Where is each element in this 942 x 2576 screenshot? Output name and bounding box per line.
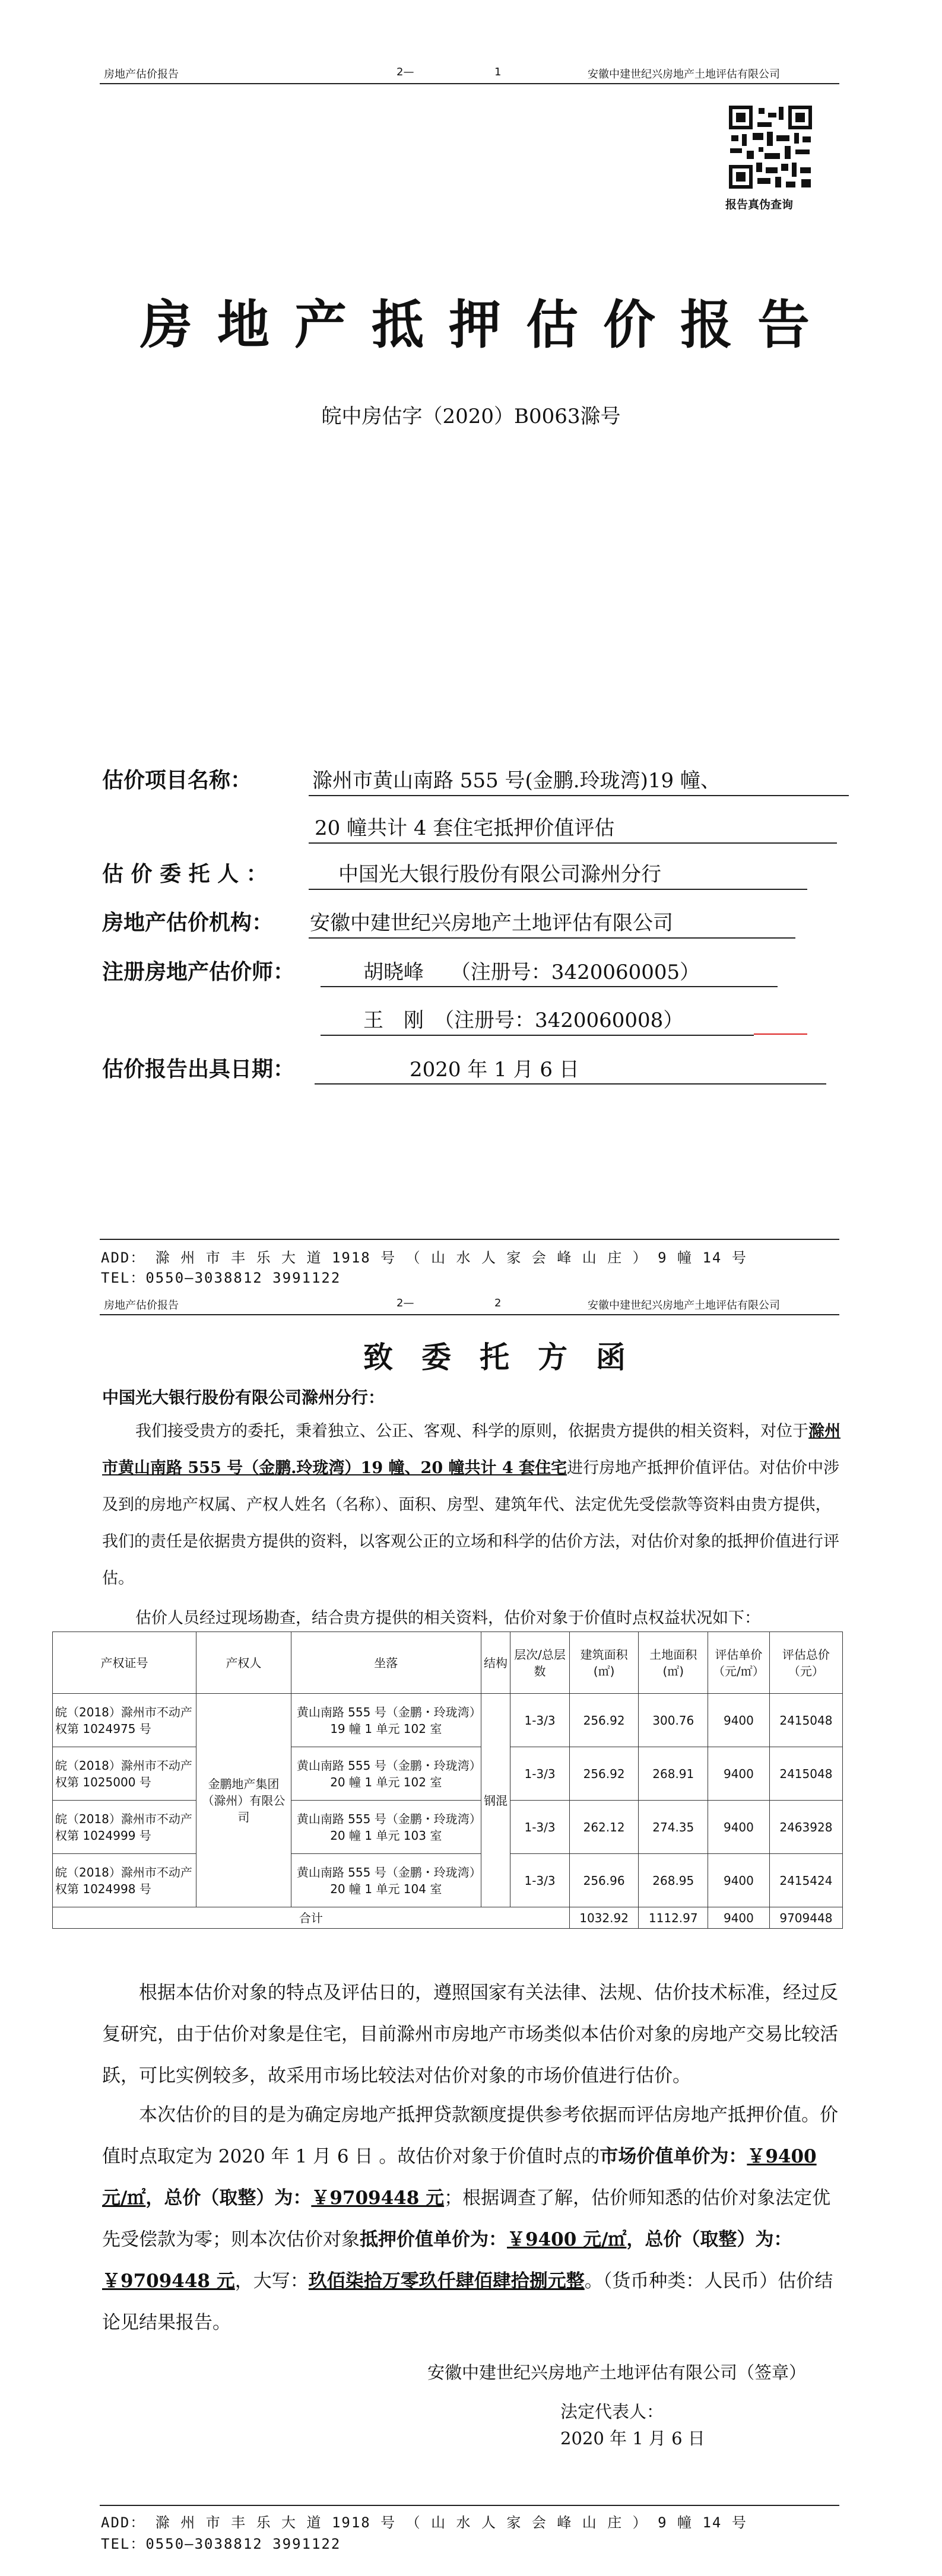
appraiser-underline-1 xyxy=(321,986,778,987)
red-underline-segment xyxy=(754,1033,807,1035)
floor-cell: 1-3/3 xyxy=(510,1694,569,1747)
footer-phone-2: TEL：0550—3038812 3991122 xyxy=(101,2536,341,2552)
header-page: 2— xyxy=(397,66,414,78)
qr-caption: 报告真伪查询 xyxy=(725,198,794,211)
agency-value: 安徽中建世纪兴房地产土地评估有限公司 xyxy=(310,911,673,935)
col-header-total-price: 评估总价（元） xyxy=(769,1632,842,1694)
header-page-number-2: 2 xyxy=(494,1297,502,1309)
floor-cell: 1-3/3 xyxy=(510,1854,569,1907)
total-unit-price-cell: 9400 xyxy=(708,1907,770,1929)
issue-date-value: 2020 年 1 月 6 日 xyxy=(410,1058,579,1082)
project-name-line2: 20 幢共计 4 套住宅抵押价值评估 xyxy=(315,816,615,840)
qr-code-icon[interactable] xyxy=(729,106,812,189)
location-cell: 黄山南路 555 号（金鹏・玲珑湾）20 幢 1 单元 102 室 xyxy=(291,1747,481,1801)
footer-address: ADD： 滁 州 市 丰 乐 大 道 1918 号 （ 山 水 人 家 会 峰 山 庄 ） 9 幢 14 号 xyxy=(101,1249,747,1266)
paragraph-4-text-g: ，大写： xyxy=(234,2270,309,2292)
paragraph-1-text-b: 进行房地产抵押价值评估。对估价中涉及到的房地产权属、产权人姓名（名称）、面积、房型、建筑年代、法定优先受偿款等资料由贵方提供，我们的责任是依据贵方提供的资料，以客观公正的立场和科学的估价方法，对估价对象的抵押价值进行评估。 xyxy=(102,1459,840,1588)
appraiser-1: 胡晓峰 （注册号：3420060005） xyxy=(363,961,700,984)
total-price-cell: 2415048 xyxy=(769,1747,842,1801)
cert-cell: 皖（2018）滁州市不动产权第 1024999 号 xyxy=(53,1801,196,1854)
table-total-row xyxy=(53,1907,843,1929)
table-row xyxy=(53,1694,843,1747)
project-name-line1: 滁州市黄山南路 555 号(金鹏.玲珑湾)19 幢、 xyxy=(312,769,721,793)
client-underline xyxy=(309,889,807,890)
building-area-cell: 256.92 xyxy=(569,1747,639,1801)
footer-phone: TEL：0550—3038812 3991122 xyxy=(101,1270,341,1286)
paragraph-1-location: 滁州市黄山南路 555 号（金鹏.玲珑湾）19 幢、20 幢共计 4 套住宅 xyxy=(102,1422,840,1477)
market-unit-price-label: 市场价值单价为： xyxy=(600,2146,747,2167)
unit-price-cell: 9400 xyxy=(708,1694,770,1747)
cert-cell: 皖（2018）滁州市不动产权第 1024975 号 xyxy=(53,1694,196,1747)
signature-company: 安徽中建世纪兴房地产土地评估有限公司（签章） xyxy=(427,2362,807,2383)
report-number: 皖中房估字（2020）B0063滁号 xyxy=(321,405,621,428)
location-cell: 黄山南路 555 号（金鹏・玲珑湾）20 幢 1 单元 104 室 xyxy=(291,1854,481,1907)
location-cell: 黄山南路 555 号（金鹏・玲珑湾）20 幢 1 单元 103 室 xyxy=(291,1801,481,1854)
agency-underline xyxy=(309,937,795,939)
mortgage-total-value: ￥9709448 元 xyxy=(102,2270,235,2292)
building-area-cell: 256.96 xyxy=(569,1854,639,1907)
header-right: 安徽中建世纪兴房地产土地评估有限公司 xyxy=(588,68,780,81)
project-underline-2 xyxy=(309,842,837,844)
floor-cell: 1-3/3 xyxy=(510,1747,569,1801)
total-building-area-cell: 1032.92 xyxy=(569,1907,639,1929)
letter-title: 致委托方函 xyxy=(363,1340,654,1375)
appraiser-2: 王 刚 （注册号：3420060008） xyxy=(363,1009,684,1032)
project-underline-1 xyxy=(309,795,849,796)
location-cell: 黄山南路 555 号（金鹏・玲珑湾）19 幢 1 单元 102 室 xyxy=(291,1694,481,1747)
land-area-cell: 268.95 xyxy=(639,1854,708,1907)
paragraph-1-text-a: 我们接受贵方的委托，秉着独立、公正、客观、科学的原则，依据贵方提供的相关资料，对位于 xyxy=(135,1422,808,1440)
date-underline xyxy=(315,1083,826,1085)
footer-rule-2 xyxy=(100,2505,839,2506)
appraiser-underline-2 xyxy=(321,1035,754,1036)
project-name-label: 估价项目名称： xyxy=(102,768,252,793)
client-label: 估 价 委 托 人 ： xyxy=(102,862,268,886)
paragraph-4-text-d: ；根据调查了解，估价师知悉的估价对象法定优先受偿款为零；则本次估价对象 xyxy=(102,2187,831,2250)
col-header-floor: 层次/总层数 xyxy=(510,1632,569,1694)
cert-cell: 皖（2018）滁州市不动产权第 1024998 号 xyxy=(53,1854,196,1907)
signature-date: 2020 年 1 月 6 日 xyxy=(560,2428,705,2448)
cert-cell: 皖（2018）滁州市不动产权第 1025000 号 xyxy=(53,1747,196,1801)
header-page-number: 1 xyxy=(494,66,502,78)
building-area-cell: 262.12 xyxy=(569,1801,639,1854)
paragraph-4-text-i: 。（货币种类：人民币）估价结论见结果报告。 xyxy=(102,2270,833,2333)
col-header-land-area: 土地面积(㎡) xyxy=(639,1632,708,1694)
total-price-cell: 2415424 xyxy=(769,1854,842,1907)
land-area-cell: 268.91 xyxy=(639,1747,708,1801)
table-row xyxy=(53,1801,843,1854)
mortgage-total-label: ，总价（取整）为： xyxy=(626,2229,792,2250)
header-right-2: 安徽中建世纪兴房地产土地评估有限公司 xyxy=(588,1299,780,1312)
floor-cell: 1-3/3 xyxy=(510,1801,569,1854)
report-title: 房地产抵押估价报告 xyxy=(140,294,835,355)
col-header-structure: 结构 xyxy=(481,1632,510,1694)
col-header-cert: 产权证号 xyxy=(53,1632,196,1694)
amount-in-words: 玖佰柒拾万零玖仟肆佰肆拾捌元整 xyxy=(308,2270,585,2292)
building-area-cell: 256.92 xyxy=(569,1694,639,1747)
paragraph-2: 估价人员经过现场勘查，结合贵方提供的相关资料，估价对象于价值时点权益状况如下： xyxy=(135,1609,760,1627)
col-header-owner: 产权人 xyxy=(196,1632,291,1694)
market-total-value: ￥9709448 元 xyxy=(311,2187,445,2209)
owner-cell: 金鹏地产集团（滁州）有限公司 xyxy=(196,1694,291,1907)
paragraph-3: 根据本估价对象的特点及评估日的，遵照国家有关法律、法规、估价技术标准，经过反复研究，由于估价对象是住宅，目前滁州市房地产市场类似本估价对象的房地产交易比较活跃，可比实例较多，故采用市场比较法对估价对象的市场价值进行估价。 xyxy=(102,1982,838,2087)
unit-price-cell: 9400 xyxy=(708,1854,770,1907)
total-price-cell: 2463928 xyxy=(769,1801,842,1854)
footer-address-2: ADD： 滁 州 市 丰 乐 大 道 1918 号 （ 山 水 人 家 会 峰 山 庄 ） 9 幢 14 号 xyxy=(101,2514,747,2531)
total-value-cell: 9709448 xyxy=(769,1907,842,1929)
signature-representative: 法定代表人： xyxy=(560,2402,664,2422)
header-page-2: 2— xyxy=(397,1297,414,1309)
total-land-area-cell: 1112.97 xyxy=(639,1907,708,1929)
mortgage-unit-price-label: 抵押价值单价为： xyxy=(360,2229,507,2250)
header-left: 房地产估价报告 xyxy=(104,68,179,81)
agency-label: 房地产估价机构： xyxy=(102,911,274,935)
header-rule xyxy=(100,83,839,84)
total-label-cell: 合计 xyxy=(53,1907,570,1929)
unit-price-cell: 9400 xyxy=(708,1747,770,1801)
col-header-building-area: 建筑面积(㎡) xyxy=(569,1632,639,1694)
client-value: 中国光大银行股份有限公司滁州分行 xyxy=(338,863,661,886)
land-area-cell: 300.76 xyxy=(639,1694,708,1747)
paragraph-4-text-a: 本次估价的目的是为确定房地产抵押贷款额度提供参考依据而评估房地产抵押价值。价值时点取定为 2020 年 1 月 6 日 。故估价对象于价值时点的 xyxy=(102,2104,838,2167)
col-header-unit-price: 评估单价（元/㎡） xyxy=(708,1632,770,1694)
issue-date-label: 估价报告出具日期： xyxy=(102,1057,295,1082)
mortgage-unit-price-value: ￥9400 元/㎡ xyxy=(507,2229,627,2250)
table-row xyxy=(53,1854,843,1907)
property-table xyxy=(52,1632,843,1929)
market-unit-price-value: ￥9400 元/㎡ xyxy=(102,2146,817,2209)
header-rule-2 xyxy=(100,1314,839,1315)
paragraph-1 xyxy=(102,1413,842,1597)
paragraph-4 xyxy=(102,2094,842,2343)
unit-price-cell: 9400 xyxy=(708,1801,770,1854)
header-left-2: 房地产估价报告 xyxy=(104,1299,179,1312)
structure-cell: 钢混 xyxy=(481,1694,510,1907)
addressee: 中国光大银行股份有限公司滁州分行： xyxy=(102,1388,385,1407)
total-price-cell: 2415048 xyxy=(769,1694,842,1747)
appraiser-label: 注册房地产估价师： xyxy=(102,960,295,984)
table-header-row xyxy=(53,1632,843,1694)
table-row xyxy=(53,1747,843,1801)
col-header-location: 坐落 xyxy=(291,1632,481,1694)
footer-rule xyxy=(100,1239,839,1240)
land-area-cell: 274.35 xyxy=(639,1801,708,1854)
market-total-label: ，总价（取整）为： xyxy=(145,2187,312,2209)
